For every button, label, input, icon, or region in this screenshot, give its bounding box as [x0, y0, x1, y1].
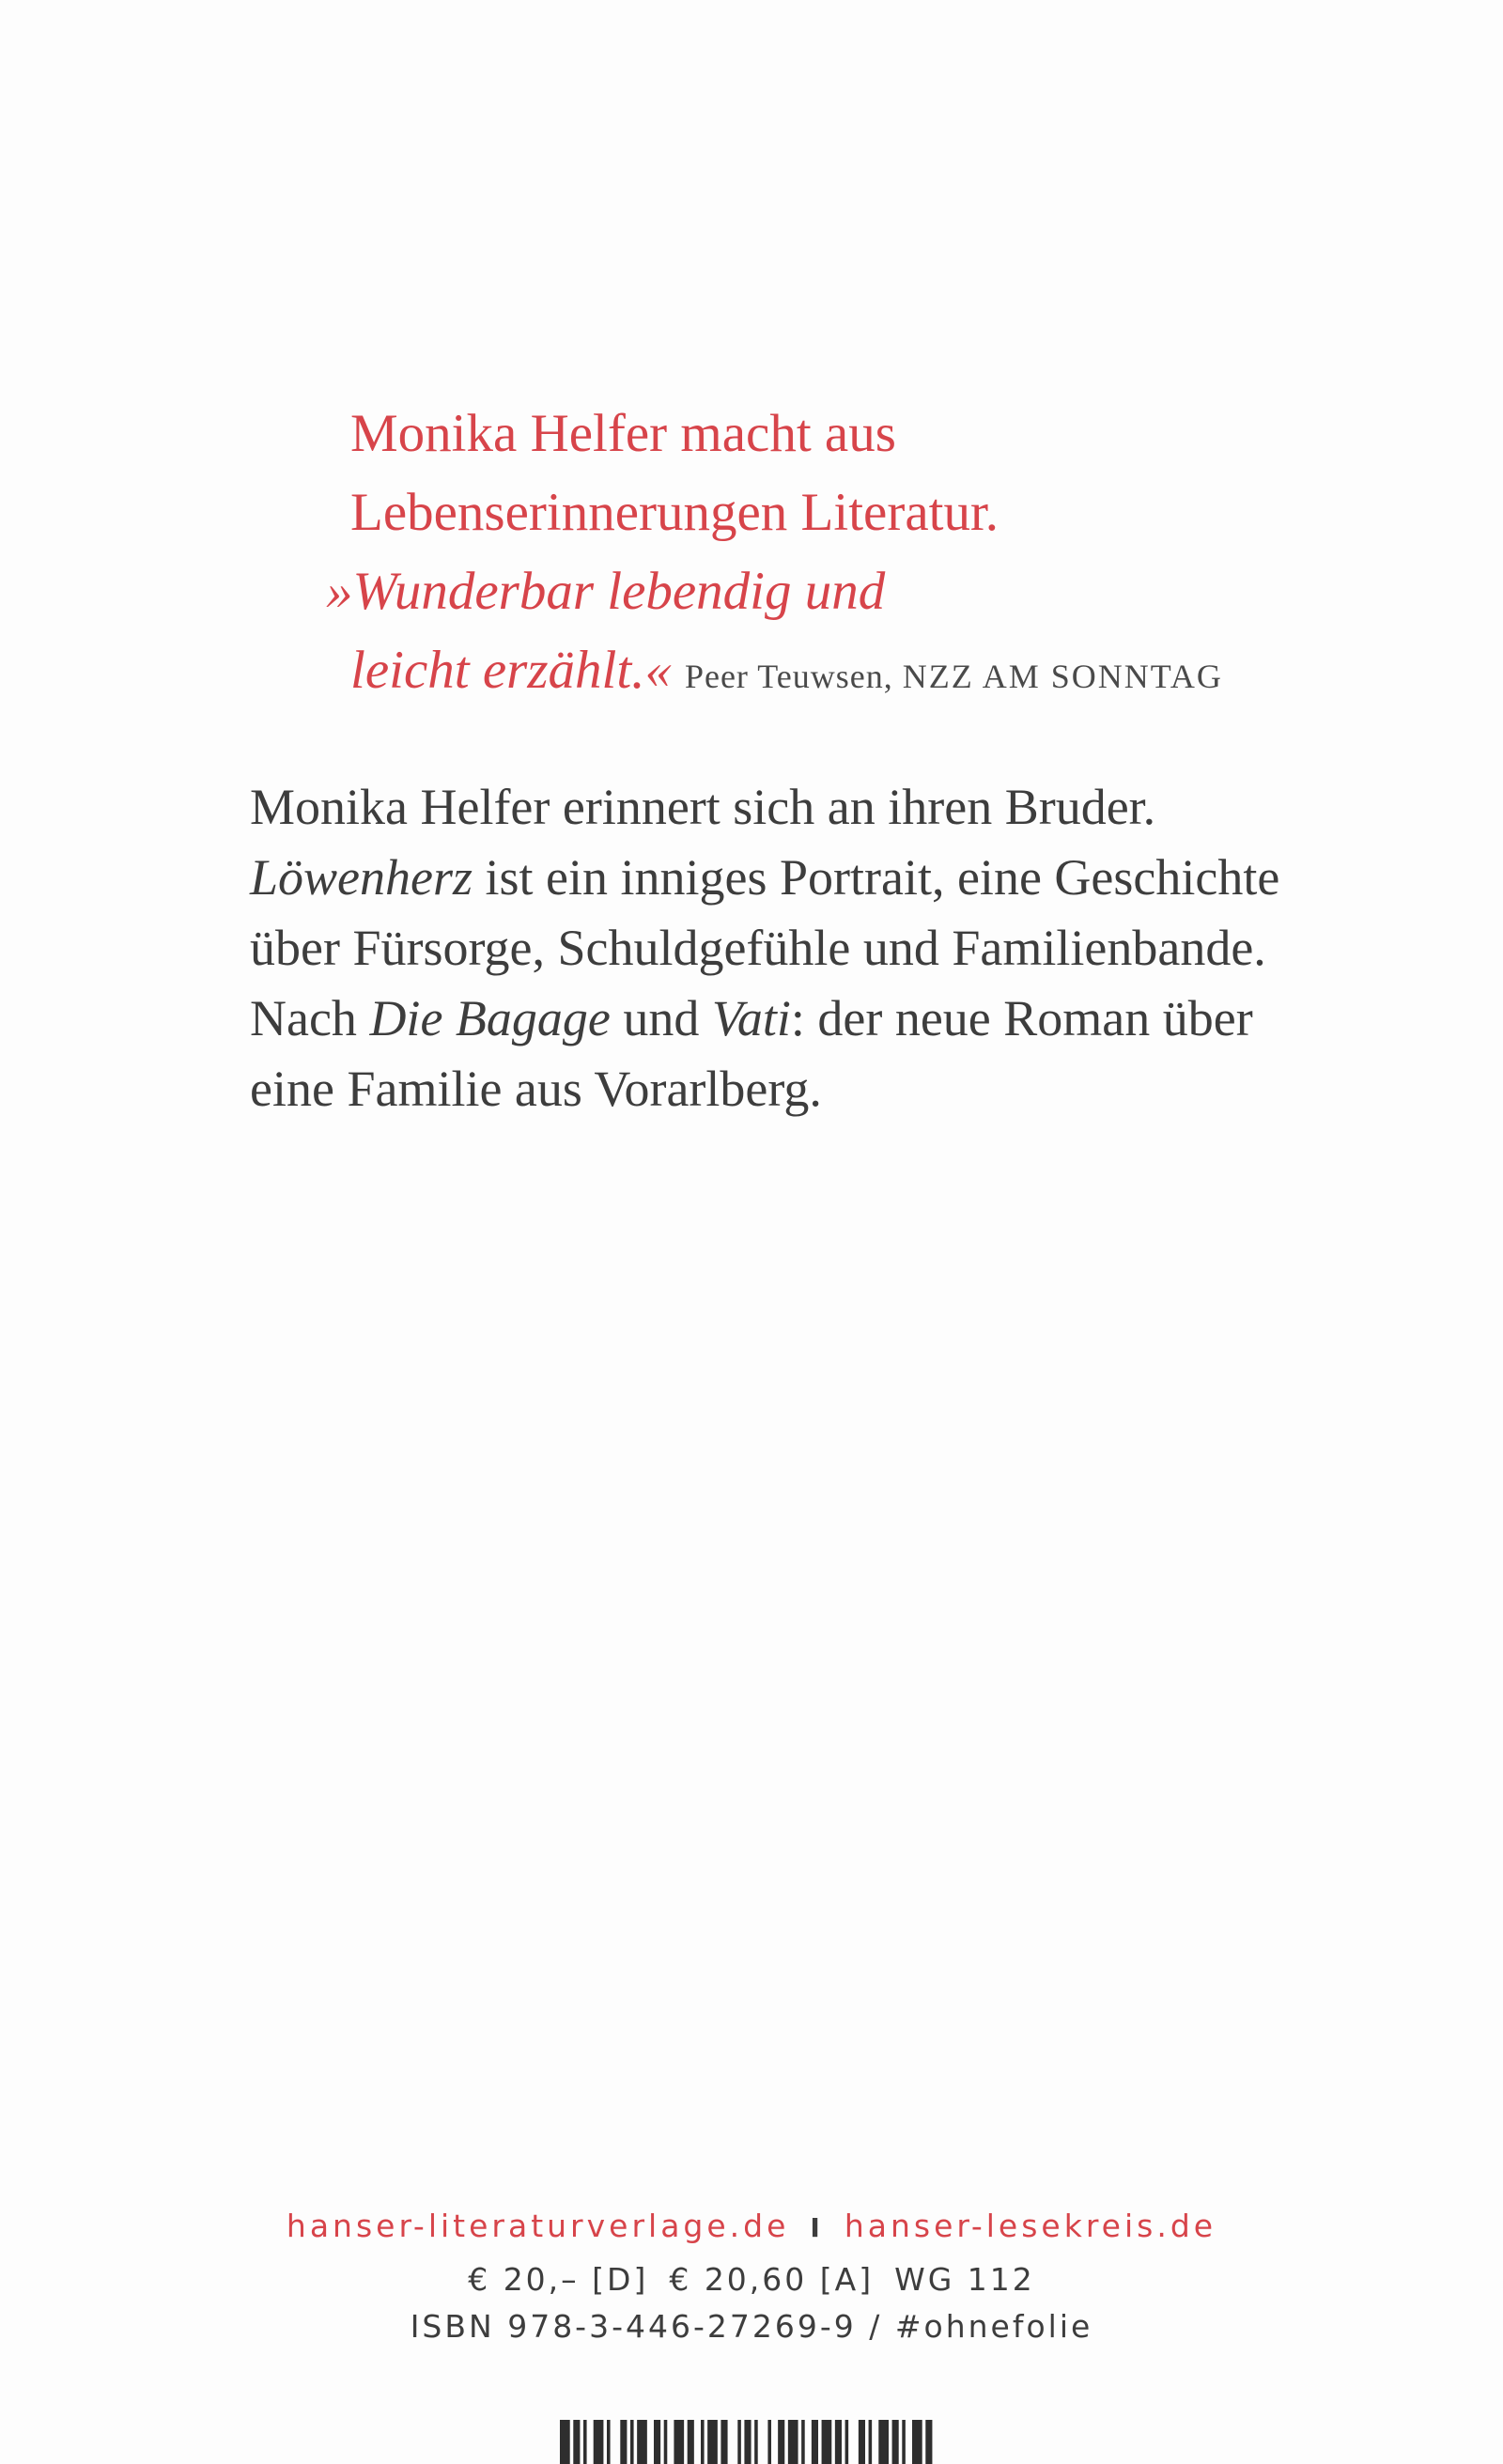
quote-line-4-text: leicht erzählt.«	[350, 641, 672, 700]
blurb-line-4-b: und	[610, 990, 712, 1046]
blurb-line-1: Monika Helfer erinnert sich an ihren Bruder.	[250, 779, 1156, 835]
publisher-websites	[0, 2198, 1503, 2256]
blurb-line-2-rest: ist ein inniges Portrait, eine Geschichte	[473, 849, 1280, 906]
quote-attribution	[685, 658, 1223, 695]
blurb-line-4	[250, 984, 1358, 1054]
website-literaturverlage: hanser-literaturverlage.de	[286, 2208, 790, 2244]
barcode-bar	[620, 2420, 627, 2464]
website-separator: I	[810, 2212, 824, 2243]
price-austria: € 20,60 [A]	[669, 2261, 875, 2298]
attribution-source: NZZ AM SONNTAG	[902, 658, 1223, 695]
isbn-line: ISBN 978-3-446-27269-9 / #ohnefolie	[410, 2308, 1093, 2345]
blurb-line-2	[250, 843, 1358, 913]
barcode-bar	[822, 2420, 832, 2464]
barcode-bar	[607, 2420, 611, 2464]
barcode-bar	[869, 2420, 873, 2464]
barcode-bar	[583, 2420, 587, 2464]
barcode-bar	[902, 2420, 906, 2464]
barcode-bar	[573, 2420, 580, 2464]
barcode-bar	[701, 2420, 705, 2464]
back-cover-footer	[0, 2198, 1503, 2350]
attribution-name: Peer Teuwsen,	[684, 658, 893, 695]
quote-line-1: Monika Helfer macht aus	[350, 404, 896, 463]
barcode-bar	[892, 2420, 899, 2464]
barcode-bar	[674, 2420, 684, 2464]
barcode-bar	[912, 2420, 922, 2464]
book-title-loewenherz: Löwenherz	[250, 849, 473, 906]
barcode-bar	[664, 2420, 668, 2464]
barcode-bar	[754, 2420, 758, 2464]
barcode-bar	[812, 2420, 818, 2464]
blurb-line-3: über Fürsorge, Schuldgefühle und Familienbande.	[250, 920, 1266, 976]
barcode-bar	[654, 2420, 660, 2464]
barcode-bar	[767, 2420, 771, 2464]
barcode-bar	[801, 2420, 805, 2464]
barcode-bar	[925, 2420, 932, 2464]
barcode-bar	[788, 2420, 798, 2464]
book-title-vati: Vati	[711, 990, 791, 1046]
barcode-bar	[560, 2420, 570, 2464]
price-line	[0, 2256, 1503, 2303]
barcode-bar	[637, 2420, 647, 2464]
barcode-bar	[835, 2420, 842, 2464]
book-title-die-bagage: Die Bagage	[369, 990, 611, 1046]
quote-line-3: »Wunderbar lebendig und	[326, 562, 886, 621]
blurb-line-5: eine Familie aus Vorarlberg.	[250, 1061, 822, 1117]
barcode-bar	[630, 2420, 634, 2464]
book-description	[250, 772, 1358, 1124]
barcode-bar	[778, 2420, 784, 2464]
blurb-line-4-c: : der neue Roman über	[790, 990, 1253, 1046]
website-lesekreis: hanser-lesekreis.de	[844, 2208, 1217, 2244]
barcode-bar	[707, 2420, 718, 2464]
barcode-bar	[737, 2420, 741, 2464]
barcode-bar	[721, 2420, 727, 2464]
barcode-bar	[594, 2420, 604, 2464]
review-quote	[326, 395, 1402, 716]
price-germany: € 20,– [D]	[468, 2261, 649, 2298]
quote-line-2: Lebenserinnerungen Literatur.	[350, 483, 999, 542]
barcode-bar	[688, 2420, 694, 2464]
product-category: WG 112	[894, 2261, 1035, 2298]
barcode-bar	[878, 2420, 889, 2464]
barcode-icon	[560, 2420, 936, 2464]
blurb-line-4-a: Nach	[250, 990, 370, 1046]
barcode-bar	[744, 2420, 751, 2464]
barcode-bar	[859, 2420, 865, 2464]
quote-line-4	[350, 631, 1402, 716]
barcode-bar	[845, 2420, 849, 2464]
